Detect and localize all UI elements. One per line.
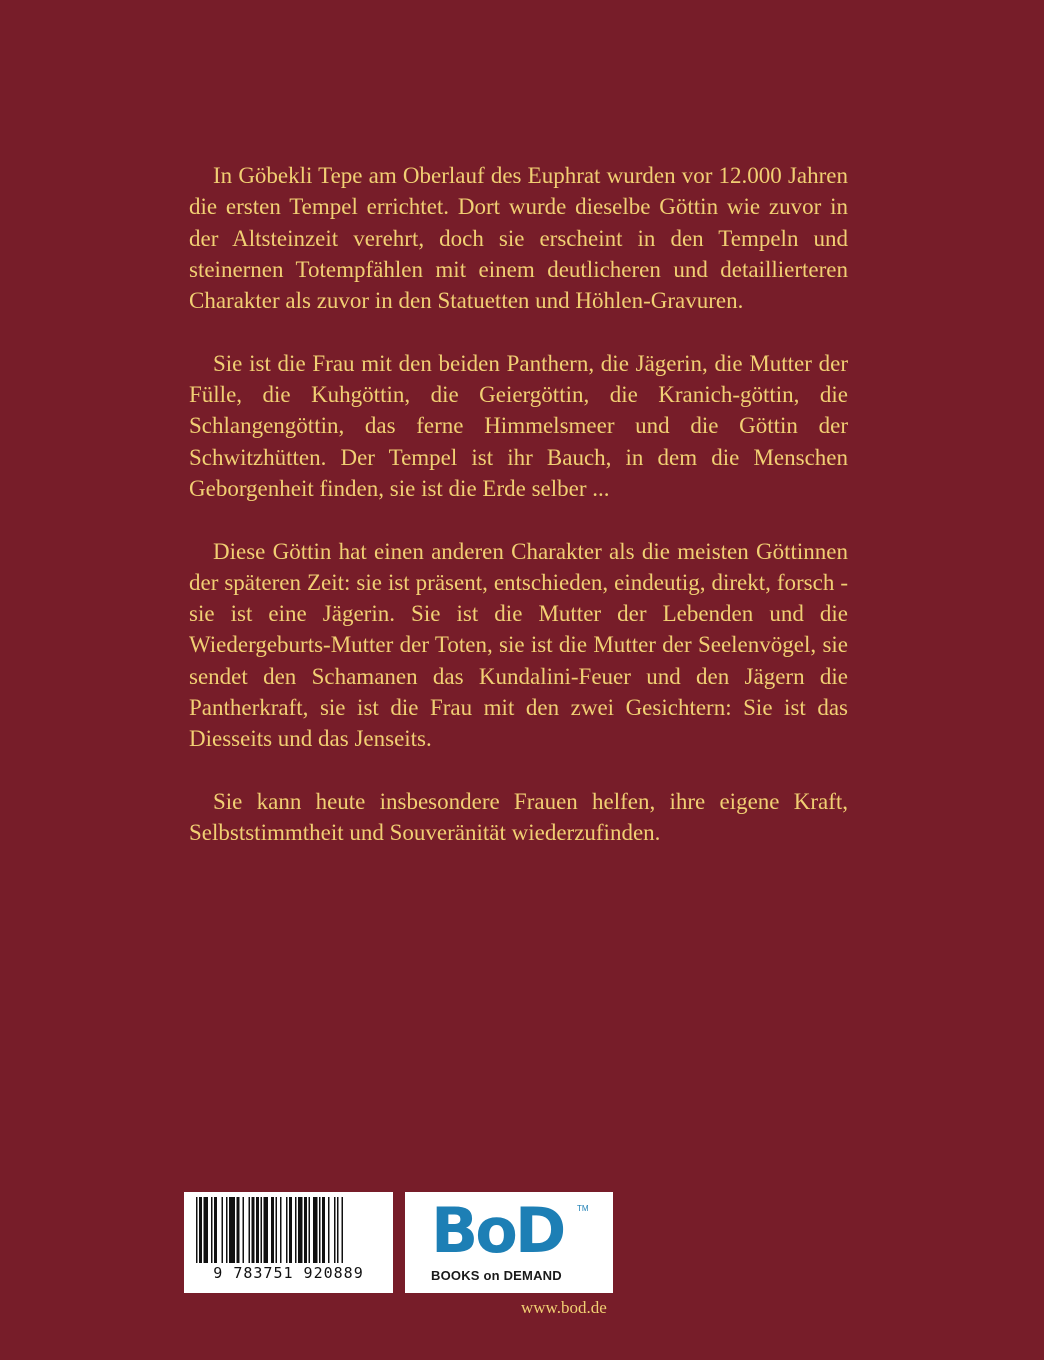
paragraph-4: Sie kann heute insbesondere Frauen helfen, ihre eigene Kraft, Selbststimmtheit und Souveränität wiederzufinden. — [189, 788, 848, 846]
trademark-mark: TM — [577, 1204, 589, 1213]
bod-tagline: BOOKS on DEMAND — [431, 1268, 562, 1283]
publisher-url: www.bod.de — [521, 1298, 607, 1317]
back-cover-blurb — [189, 160, 848, 849]
barcode-digits: 9 783751 920889 — [213, 1264, 364, 1282]
paragraph-3: Diese Göttin hat einen anderen Charakter als die meisten Göttinnen der späteren Zeit: sie ist präsent, entschieden, eindeutig, direkt, forsch - sie ist eine Jägerin. Sie ist die Mutter der Lebenden und die Wiedergeburts-Mutter der Toten, sie ist die Mutter der Seelenvögel, sie sendet den Schamanen das Kundalini-Feuer und den Jägern die Pantherkraft, sie ist die Frau mit den zwei Gesichtern: Sie ist das Diesseits und das Jenseits. — [189, 538, 848, 752]
barcode-bars-icon — [196, 1197, 381, 1263]
isbn-barcode — [184, 1192, 393, 1293]
bod-logo-text: BoD — [431, 1194, 564, 1267]
paragraph-1: In Göbekli Tepe am Oberlauf des Euphrat wurden vor 12.000 Jahren die ersten Tempel errichtet. Dort wurde dieselbe Göttin wie zuvor in der Altsteinzeit verehrt, doch sie erscheint in den Tempeln und steinernen Totempfählen mit einem deutlicheren und detaillierteren Charakter als zuvor in den Statuetten und Höhlen-Gravuren. — [189, 163, 848, 314]
paragraph-2: Sie ist die Frau mit den beiden Panthern, die Jägerin, die Mutter der Fülle, die Kuhgöttin, die Geiergöttin, die Kranich-göttin, die Schlangengöttin, das ferne Himmelsmeer und die Göttin der Schwitzhütten. Der Tempel ist ihr Bauch, in dem die Menschen Geborgenheit finden, sie ist die Erde selber ... — [189, 350, 848, 501]
publisher-logo — [405, 1192, 613, 1293]
